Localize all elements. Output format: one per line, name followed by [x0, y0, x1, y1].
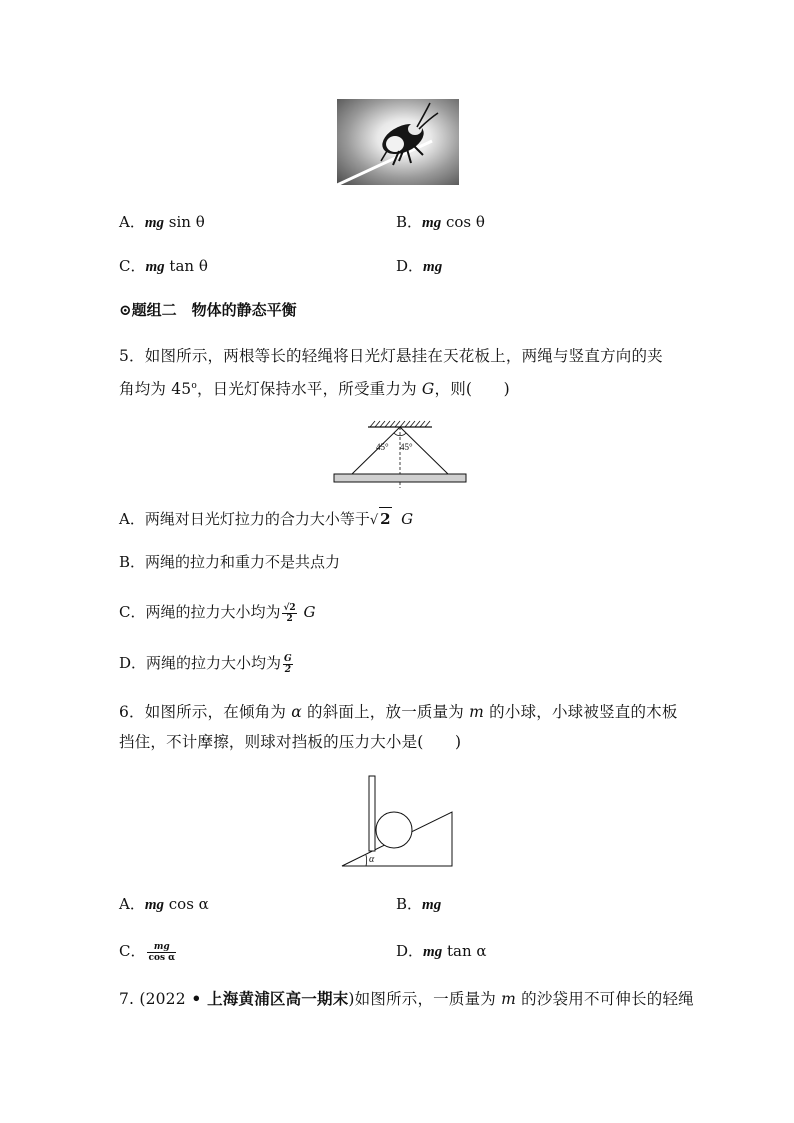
- q5-option-c: C．两绳的拉力大小均为 $\frac{√2}{2}$ G: [119, 602, 316, 624]
- q6-option-a: A．mg cos α: [119, 895, 209, 913]
- q6-option-c: C． $\frac{mg}{\text{cos α}}$: [119, 941, 176, 963]
- q4-option-a: A．mg sin θ: [119, 213, 205, 231]
- beetle-illustration: [337, 99, 459, 185]
- section-heading: ⊙题组二 物体的静态平衡: [119, 301, 297, 319]
- q6-stem-line1: 6．如图所示，在倾角为 α 的斜面上，放一质量为 m 的小球，小球被竖直的木板: [119, 703, 678, 721]
- q5-option-b: B．两绳的拉力和重力不是共点力: [119, 553, 341, 571]
- incline-diagram: [340, 774, 455, 869]
- angle-label-left: 45°: [376, 442, 389, 452]
- q4-option-c: C．mg tan θ: [119, 257, 208, 275]
- q4-option-d: D．mg: [396, 257, 443, 275]
- incline-angle-label: α: [369, 854, 375, 865]
- beetle-photo: [337, 99, 459, 185]
- q6-option-b: B．mg: [396, 895, 442, 913]
- q6-option-d: D．mg tan α: [396, 942, 487, 960]
- q5-option-d: D．两绳的拉力大小均为 $\frac{G}{2}$: [119, 653, 292, 675]
- q4-option-b: B．mg cos θ: [396, 213, 485, 231]
- q7-stem: 7. (2022 • 上海黄浦区高一期末)如图所示，一质量为 m 的沙袋用不可伸长的轻绳: [119, 989, 694, 1008]
- target-icon: ⊙: [119, 301, 132, 319]
- lamp-diagram-svg: [330, 418, 470, 488]
- incline-diagram-svg: [340, 774, 455, 869]
- q5-option-a: A．两绳对日光灯拉力的合力大小等于√ 2 G: [119, 507, 413, 532]
- q5-stem-line1: 5．如图所示，两根等长的轻绳将日光灯悬挂在天花板上，两绳与竖直方向的夹: [119, 347, 663, 365]
- q5-stem-line2: 角均为 45$^o$，日光灯保持水平，所受重力为 G，则( ): [119, 380, 510, 399]
- q6-stem-line2: 挡住，不计摩擦，则球对挡板的压力大小是( ): [119, 733, 462, 751]
- angle-label-right: 45°: [400, 442, 413, 452]
- lamp-diagram: [330, 418, 470, 488]
